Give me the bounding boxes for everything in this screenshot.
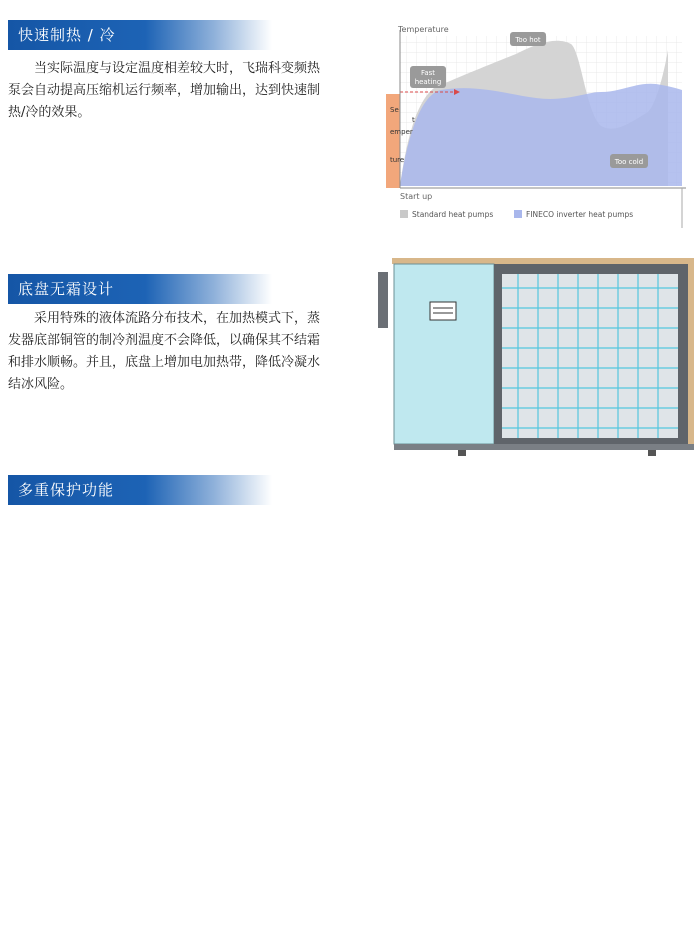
legend-standard: Standard heat pumps <box>412 210 494 219</box>
section-title-protections: 多重保护功能 <box>8 475 272 505</box>
unit-control-panel <box>394 264 494 444</box>
fast-heating-text-2: heating <box>414 78 442 86</box>
set-temperature-label-3: emper <box>390 128 413 136</box>
legend-inverter: FINECO inverter heat pumps <box>526 210 634 219</box>
unit-foot-right <box>648 450 656 456</box>
unit-base <box>394 444 694 450</box>
x-axis-label: Start up <box>400 192 433 201</box>
unit-handle <box>430 302 456 320</box>
unit-side-trim <box>688 258 694 444</box>
section-title-fast-heating: 快速制热 / 冷 <box>8 20 272 50</box>
section-text-fast-heating: 当实际温度与设定温度相差较大时，飞瑞科变频热泵会自动提高压缩机运行频率，增加输出，达到快速制热/冷的效果。 <box>8 61 321 120</box>
unit-grille <box>502 274 678 438</box>
y-axis-label: Temperature <box>398 25 449 34</box>
too-cold-label: Too cold <box>614 158 644 166</box>
too-hot-label: Too hot <box>515 36 541 44</box>
inverter-heat-pump-area <box>400 84 682 186</box>
fast-heating-text-1: Fast <box>420 69 436 77</box>
temperature-comparison-chart <box>386 22 696 232</box>
section-text-frost-free: 采用特殊的液体流路分布技术，在加热模式下，蒸发器底部铜管的制冷剂温度不会降低，以确保其不结霜和排水顺畅。并且，底盘上增加电加热带，降低冷凝水结冰风险。 <box>8 311 321 392</box>
set-temperature-label-4: ture <box>390 156 405 164</box>
section-title-frost-free: 底盘无霜设计 <box>8 274 272 304</box>
unit-top-trim <box>392 258 692 264</box>
unit-foot-left <box>458 450 466 456</box>
legend-swatch-inverter <box>514 210 522 218</box>
unit-side-fitting <box>378 272 388 328</box>
set-temperature-label-2: t <box>412 116 415 124</box>
legend-swatch-standard <box>400 210 408 218</box>
heat-pump-unit-illustration <box>378 258 696 458</box>
set-temperature-label-1: Se <box>390 106 399 114</box>
